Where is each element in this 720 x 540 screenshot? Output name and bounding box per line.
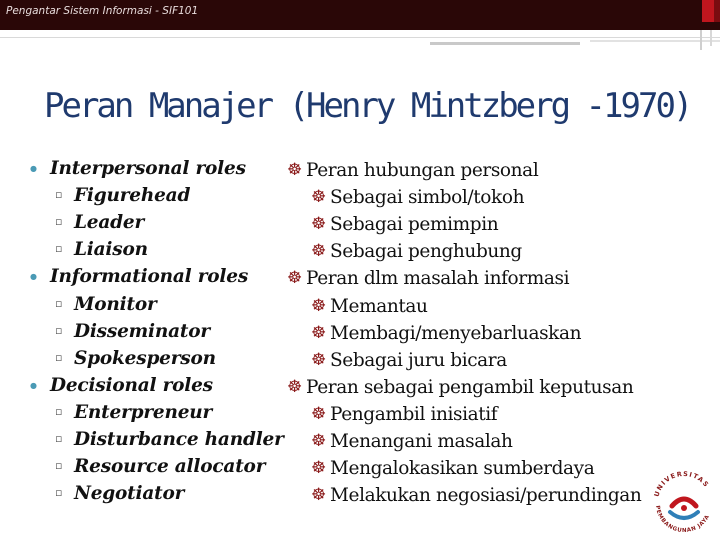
university-logo	[648, 462, 720, 540]
wheel-icon: ☸	[311, 295, 327, 316]
peran-item: Memantau	[330, 295, 428, 317]
wheel-icon: ☸	[311, 458, 327, 479]
role-category: Decisional roles	[50, 374, 213, 396]
role-item: Monitor	[74, 293, 157, 315]
round-bullet: ●	[30, 164, 37, 173]
square-bullet: ▫	[55, 432, 63, 445]
square-bullet: ▫	[55, 242, 63, 256]
course-label: Pengantar Sistem Informasi - SIF101	[6, 5, 199, 17]
wheel-icon: ☸	[287, 376, 303, 397]
decor-line	[430, 42, 580, 45]
role-item: Liaison	[74, 239, 148, 261]
decor-line	[700, 30, 702, 50]
square-bullet: ▫	[55, 459, 63, 473]
peran-item: Sebagai simbol/tokoh	[330, 187, 525, 209]
peran-item: Sebagai penghubung	[330, 241, 522, 263]
role-item: Negotiator	[74, 483, 185, 505]
peran-category: Peran dlm masalah informasi	[306, 268, 570, 290]
logo-top-text: UNIVERSITAS	[652, 469, 711, 498]
role-item: Resource allocator	[74, 456, 266, 478]
peran-category: Peran sebagai pengambil keputusan	[306, 376, 634, 398]
wheel-icon: ☸	[287, 160, 303, 180]
peran-item: Sebagai juru bicara	[330, 349, 507, 371]
role-item: Spokesperson	[74, 347, 216, 369]
wheel-icon: ☸	[311, 187, 327, 208]
peran-category: Peran hubungan personal	[306, 160, 539, 181]
peran-item: Menangani masalah	[330, 431, 513, 452]
square-bullet: ▫	[55, 350, 63, 364]
peran-item: Membagi/menyebarluaskan	[330, 322, 582, 344]
peran-item: Sebagai pemimpin	[330, 214, 499, 236]
round-bullet: ●	[30, 380, 37, 390]
logo-bottom-text: PEMBANGUNAN JAYA	[653, 505, 712, 535]
role-item: Disturbance handler	[74, 429, 284, 450]
wheel-icon: ☸	[311, 241, 327, 262]
wheel-icon: ☸	[311, 403, 327, 424]
square-bullet: ▫	[55, 188, 63, 202]
wheel-icon: ☸	[311, 431, 327, 451]
slide-header-bar	[0, 0, 720, 30]
role-item: Leader	[74, 212, 145, 234]
decor-line	[710, 30, 712, 46]
square-bullet: ▫	[55, 323, 63, 337]
peran-item: Mengalokasikan sumberdaya	[330, 458, 595, 480]
slide-title: Peran Manajer (Henry Mintzberg -1970)	[44, 86, 691, 126]
peran-item: Melakukan negosiasi/perundingan	[330, 485, 642, 507]
svg-text:UNIVERSITAS	[653, 470, 711, 498]
decor-line	[0, 37, 720, 38]
round-bullet: ●	[30, 272, 37, 282]
wheel-icon: ☸	[311, 349, 327, 370]
wheel-icon: ☸	[311, 485, 327, 506]
role-category: Interpersonal roles	[50, 158, 246, 179]
role-category: Informational roles	[50, 266, 249, 288]
wheel-icon: ☸	[311, 214, 327, 235]
wheel-icon: ☸	[311, 322, 327, 343]
peran-item: Pengambil inisiatif	[330, 403, 498, 425]
square-bullet: ▫	[55, 486, 63, 500]
role-item: Enterpreneur	[74, 401, 213, 423]
role-item: Figurehead	[74, 185, 191, 207]
header-accent-dark	[714, 0, 720, 22]
wheel-icon: ☸	[287, 268, 303, 289]
square-bullet: ▫	[55, 296, 63, 310]
square-bullet: ▫	[55, 404, 63, 418]
role-item: Disseminator	[74, 320, 210, 342]
square-bullet: ▫	[55, 215, 63, 229]
